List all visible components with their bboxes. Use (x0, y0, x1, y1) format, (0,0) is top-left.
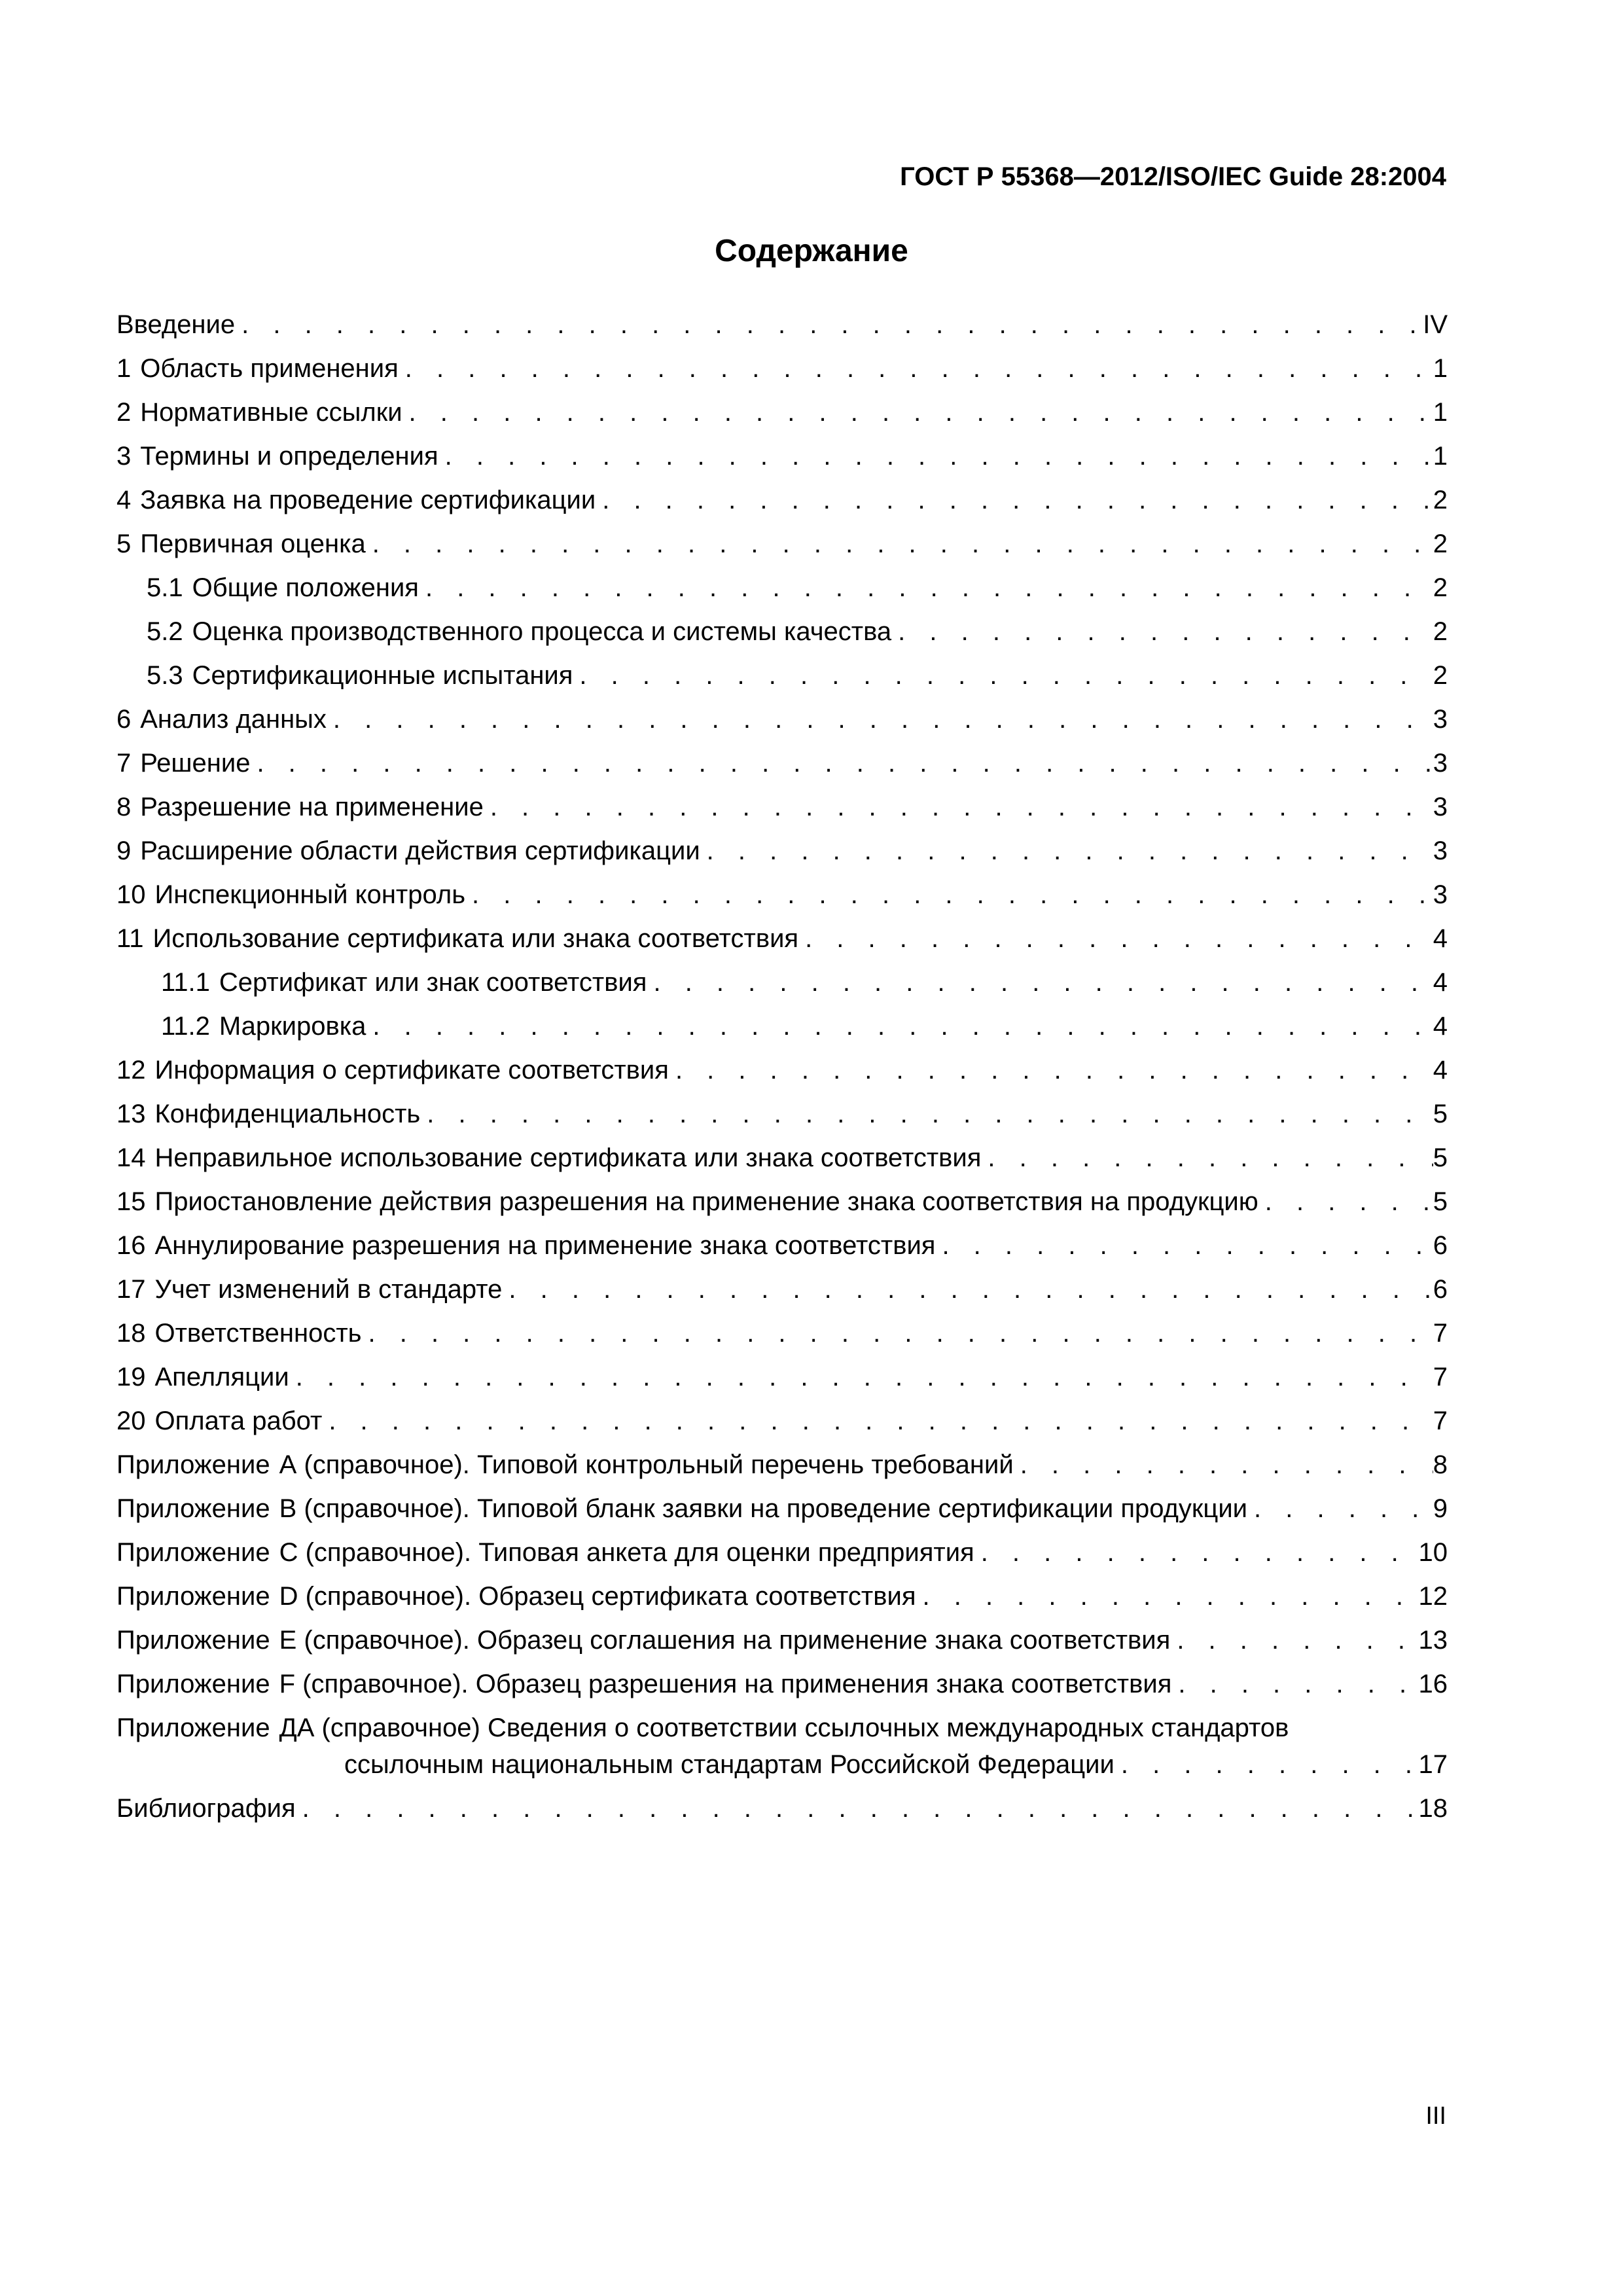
toc-entry-text (116, 1360, 289, 1394)
toc-entry-text (116, 1009, 366, 1043)
toc-entry-number: 5 (116, 529, 132, 558)
toc-entry-label: Учет изменений в стандарте (154, 1275, 503, 1304)
toc-entry-number: 11.2 (161, 1012, 210, 1041)
toc-entry-text (116, 1141, 981, 1175)
toc-leader-dots (1014, 1448, 1433, 1482)
toc-leader-dots (974, 1535, 1419, 1570)
toc-entry-bibliography[interactable] (116, 1782, 1448, 1825)
toc-entry-label: Приостановление действия разрешения на применение знака соответствия на продукцию (154, 1187, 1258, 1216)
toc-entry-label: Апелляции (154, 1363, 289, 1391)
toc-entry-label: Введение (116, 310, 236, 339)
toc-leader-dots (700, 834, 1433, 868)
toc-entry[interactable] (116, 1438, 1448, 1482)
toc-entry-text (116, 1579, 916, 1613)
toc-entry-number: 11 (116, 924, 144, 953)
toc-leader-dots (361, 1316, 1433, 1350)
toc-entry-page: 3 (1433, 705, 1448, 734)
toc-entry-label: Первичная оценка (140, 529, 366, 558)
toc-entry[interactable] (116, 1131, 1448, 1175)
toc-leader-dots (327, 702, 1433, 736)
toc-leader-dots (402, 395, 1433, 429)
toc-entry-text (116, 702, 327, 736)
toc-entry-page: 3 (1433, 749, 1448, 778)
toc-entry-text (116, 527, 366, 561)
toc-entry-number: 8 (116, 793, 132, 821)
toc-entry-number: 5.2 (147, 617, 183, 646)
toc-entry[interactable] (116, 1263, 1448, 1306)
toc-entry[interactable] (116, 298, 1448, 342)
toc-entry[interactable] (116, 473, 1448, 517)
toc-entry[interactable] (116, 1087, 1448, 1131)
toc-leader-dots (289, 1360, 1433, 1394)
page-number: III (1425, 2102, 1446, 2130)
toc-entry[interactable] (116, 780, 1448, 824)
toc-entry[interactable] (116, 605, 1448, 649)
toc-entry[interactable] (116, 1613, 1448, 1657)
toc-leader-dots (647, 965, 1433, 999)
toc-leader-dots (465, 878, 1433, 912)
toc-leader-dots (596, 483, 1433, 517)
table-of-contents (116, 298, 1448, 1825)
toc-entry[interactable] (116, 868, 1448, 912)
toc-entry-number: 17 (116, 1275, 146, 1304)
toc-leader-dots (935, 1229, 1433, 1263)
toc-entry-label: Маркировка (219, 1012, 366, 1041)
toc-entry-number: 10 (116, 880, 146, 909)
toc-leader-dots (419, 571, 1433, 605)
toc-entry-page: IV (1423, 310, 1448, 339)
toc-leader-dots (916, 1579, 1419, 1613)
toc-entry[interactable] (116, 342, 1448, 386)
toc-entry[interactable] (116, 429, 1448, 473)
toc-entry-text (116, 483, 596, 517)
toc-entry-page: 2 (1433, 486, 1448, 514)
toc-entry-text (116, 834, 700, 868)
toc-entry-page: 2 (1433, 617, 1448, 646)
toc-entry-page: 16 (1418, 1670, 1448, 1698)
toc-entry-label: Сертификат или знак соответствия (219, 968, 647, 997)
toc-entry-page: 2 (1433, 573, 1448, 602)
toc-entry-number: Приложение (116, 1538, 270, 1567)
toc-entry-text (116, 1535, 974, 1570)
toc-entry-page: 3 (1433, 836, 1448, 865)
toc-entry-label: Инспекционный контроль (154, 880, 466, 909)
toc-entry-page: 4 (1433, 1012, 1448, 1041)
toc-entry-page: 6 (1433, 1231, 1448, 1260)
toc-entry[interactable] (116, 1526, 1448, 1570)
toc-entry-text (116, 308, 235, 342)
toc-entry-label: Информация о сертификате соответствия (154, 1056, 669, 1085)
toc-entry-label: Расширение области действия сертификации (140, 836, 700, 865)
toc-entry-text (116, 965, 647, 999)
toc-entry-number: 11.1 (161, 968, 210, 997)
toc-leader-dots (891, 615, 1433, 649)
toc-entry-text (116, 1404, 322, 1438)
toc-entry-label: Неправильное использование сертификата или знака соответствия (154, 1143, 982, 1172)
toc-entry-number: 19 (116, 1363, 146, 1391)
toc-leader-dots (798, 922, 1433, 956)
toc-entry[interactable] (116, 1306, 1448, 1350)
toc-entry-text (116, 1701, 1448, 1745)
toc-entry-annex-da[interactable] (116, 1701, 1448, 1782)
toc-entry-page: 6 (1433, 1275, 1448, 1304)
toc-leader-dots (1171, 1667, 1418, 1701)
toc-entry[interactable] (116, 649, 1448, 692)
toc-entry-text (116, 1185, 1258, 1219)
toc-entry-page: 3 (1433, 880, 1448, 909)
toc-entry-page: 8 (1433, 1450, 1448, 1479)
toc-entry[interactable] (116, 1219, 1448, 1263)
toc-entry-text (116, 439, 438, 473)
toc-entry-number: 4 (116, 486, 132, 514)
document-standard-code: ГОСТ Р 55368—2012/ISO/IEC Guide 28:2004 (900, 162, 1446, 191)
toc-entry[interactable] (116, 999, 1448, 1043)
toc-entry-label: Решение (140, 749, 251, 778)
toc-entry-number: 14 (116, 1143, 146, 1172)
toc-entry-page: 2 (1433, 661, 1448, 690)
toc-entry-text (116, 790, 484, 824)
toc-entry-number: Приложение (116, 1713, 270, 1742)
toc-entry-text (116, 1448, 1014, 1482)
toc-entry-text (116, 1272, 502, 1306)
toc-entry-number: 5.3 (147, 661, 183, 690)
toc-entry-number: 1 (116, 354, 132, 383)
toc-entry-number: 9 (116, 836, 132, 865)
toc-entry-text (116, 746, 250, 780)
toc-entry[interactable] (116, 1570, 1448, 1613)
toc-entry-label: Ответственность (154, 1319, 362, 1348)
toc-entry-page: 1 (1433, 398, 1448, 427)
toc-entry-page: 3 (1433, 793, 1448, 821)
toc-entry[interactable] (116, 1043, 1448, 1087)
toc-entry-page: 1 (1433, 354, 1448, 383)
toc-entry-page: 13 (1418, 1626, 1448, 1655)
toc-entry-label: Анализ данных (140, 705, 327, 734)
page-title: Содержание (715, 234, 908, 268)
toc-entry-label: Конфиденциальность (154, 1100, 421, 1128)
toc-entry[interactable] (116, 1350, 1448, 1394)
toc-entry-page: 17 (1418, 1750, 1448, 1779)
toc-entry[interactable] (116, 1394, 1448, 1438)
toc-entry-label: Использование сертификата или знака соответствия (152, 924, 799, 953)
toc-entry-text (116, 658, 573, 692)
toc-entry-number: 16 (116, 1231, 146, 1260)
toc-entry-label: Сертификационные испытания (192, 661, 573, 690)
toc-leader-dots (296, 1791, 1419, 1825)
toc-entry[interactable] (116, 386, 1448, 429)
toc-entry-text (116, 922, 798, 956)
toc-entry-text (116, 395, 402, 429)
toc-leader-dots (1115, 1748, 1419, 1782)
toc-entry-page: 4 (1433, 968, 1448, 997)
toc-entry-number: 5.1 (147, 573, 183, 602)
toc-entry-number: 6 (116, 705, 132, 734)
toc-leader-dots (438, 439, 1433, 473)
toc-leader-dots (235, 308, 1423, 342)
toc-entry-number: 2 (116, 398, 132, 427)
toc-entry[interactable] (116, 736, 1448, 780)
toc-entry-text (116, 1623, 1170, 1657)
toc-entry-text (116, 1667, 1171, 1701)
toc-entry-text (116, 615, 891, 649)
toc-entry-page: 5 (1433, 1187, 1448, 1216)
toc-entry[interactable] (116, 1175, 1448, 1219)
toc-entry-page: 10 (1418, 1538, 1448, 1567)
toc-entry-label: Термины и определения (140, 442, 438, 471)
toc-entry[interactable] (116, 561, 1448, 605)
toc-entry-text (116, 878, 465, 912)
toc-entry-page: 7 (1433, 1363, 1448, 1391)
toc-entry-number: 20 (116, 1407, 146, 1435)
toc-entry-label: F (справочное). Образец разрешения на применения знака соответствия (279, 1670, 1172, 1698)
toc-entry[interactable] (116, 912, 1448, 956)
toc-entry-label: Оплата работ (154, 1407, 323, 1435)
toc-entry-number: Приложение (116, 1670, 270, 1698)
toc-entry[interactable] (116, 1657, 1448, 1701)
toc-entry[interactable] (116, 692, 1448, 736)
toc-entry-number: 13 (116, 1100, 146, 1128)
toc-entry-page: 2 (1433, 529, 1448, 558)
toc-entry[interactable] (116, 1482, 1448, 1526)
toc-entry-label: Е (справочное). Образец соглашения на применение знака соответствия (279, 1626, 1171, 1655)
toc-entry-page: 12 (1418, 1582, 1448, 1611)
toc-leader-dots (366, 1009, 1433, 1043)
toc-entry-label: Оценка производственного процесса и системы качества (192, 617, 892, 646)
toc-entry[interactable] (116, 517, 1448, 561)
toc-leader-dots (399, 351, 1433, 386)
toc-entry-number: Приложение (116, 1582, 270, 1611)
toc-entry-number: 3 (116, 442, 132, 471)
toc-entry-text (116, 1492, 1247, 1526)
toc-leader-dots (250, 746, 1433, 780)
toc-leader-dots (1258, 1185, 1433, 1219)
toc-entry-number: Приложение (116, 1626, 270, 1655)
toc-entry-label: А (справочное). Типовой контрольный перечень требований (279, 1450, 1014, 1479)
toc-entry-text (116, 1316, 361, 1350)
toc-entry-label: Общие положения (192, 573, 419, 602)
toc-entry-label: Нормативные ссылки (140, 398, 402, 427)
toc-entry[interactable] (116, 956, 1448, 999)
toc-entry-page: 7 (1433, 1407, 1448, 1435)
toc-entry-label: В (справочное). Типовой бланк заявки на проведение сертификации продукции (279, 1494, 1248, 1523)
toc-entry-page: 4 (1433, 1056, 1448, 1085)
toc-entry-text (116, 571, 419, 605)
toc-leader-dots (484, 790, 1433, 824)
toc-leader-dots (981, 1141, 1433, 1175)
toc-entry-label: ДА (справочное) Сведения о соответствии ссылочных международных стандартов (279, 1713, 1289, 1742)
toc-leader-dots (420, 1097, 1433, 1131)
toc-leader-dots (322, 1404, 1433, 1438)
toc-entry-label: Аннулирование разрешения на применение знака соответствия (154, 1231, 936, 1260)
toc-entry-label: Заявка на проведение сертификации (140, 486, 596, 514)
toc-entry-page: 9 (1433, 1494, 1448, 1523)
toc-entry-number: 18 (116, 1319, 146, 1348)
toc-leader-dots (502, 1272, 1433, 1306)
toc-entry-page: 18 (1418, 1794, 1448, 1823)
toc-leader-dots (1170, 1623, 1418, 1657)
toc-entry-label: D (справочное). Образец сертификата соответствия (279, 1582, 916, 1611)
toc-entry-page: 7 (1433, 1319, 1448, 1348)
toc-entry-label: Разрешение на применение (140, 793, 484, 821)
toc-entry-text (116, 1229, 935, 1263)
toc-entry-number: 12 (116, 1056, 146, 1085)
toc-entry-text (116, 351, 399, 386)
toc-entry-label: Область применения (140, 354, 399, 383)
toc-entry-page: 5 (1433, 1143, 1448, 1172)
toc-entry-page: 1 (1433, 442, 1448, 471)
toc-entry-number: Приложение (116, 1450, 270, 1479)
toc-leader-dots (573, 658, 1433, 692)
toc-entry-text (116, 1053, 669, 1087)
toc-leader-dots (366, 527, 1433, 561)
toc-entry-label: Библиография (116, 1794, 296, 1823)
toc-entry-label-continued: ссылочным национальным стандартам Российской Федерации (344, 1750, 1115, 1779)
toc-entry-page: 4 (1433, 924, 1448, 953)
toc-leader-dots (669, 1053, 1433, 1087)
toc-entry[interactable] (116, 824, 1448, 868)
toc-entry-label: С (справочное). Типовая анкета для оценки предприятия (279, 1538, 974, 1567)
toc-entry-text (116, 1097, 420, 1131)
toc-entry-number: 15 (116, 1187, 146, 1216)
toc-entry-number: Приложение (116, 1494, 270, 1523)
toc-leader-dots (1247, 1492, 1433, 1526)
toc-entry-number: 7 (116, 749, 132, 778)
toc-entry-page: 5 (1433, 1100, 1448, 1128)
